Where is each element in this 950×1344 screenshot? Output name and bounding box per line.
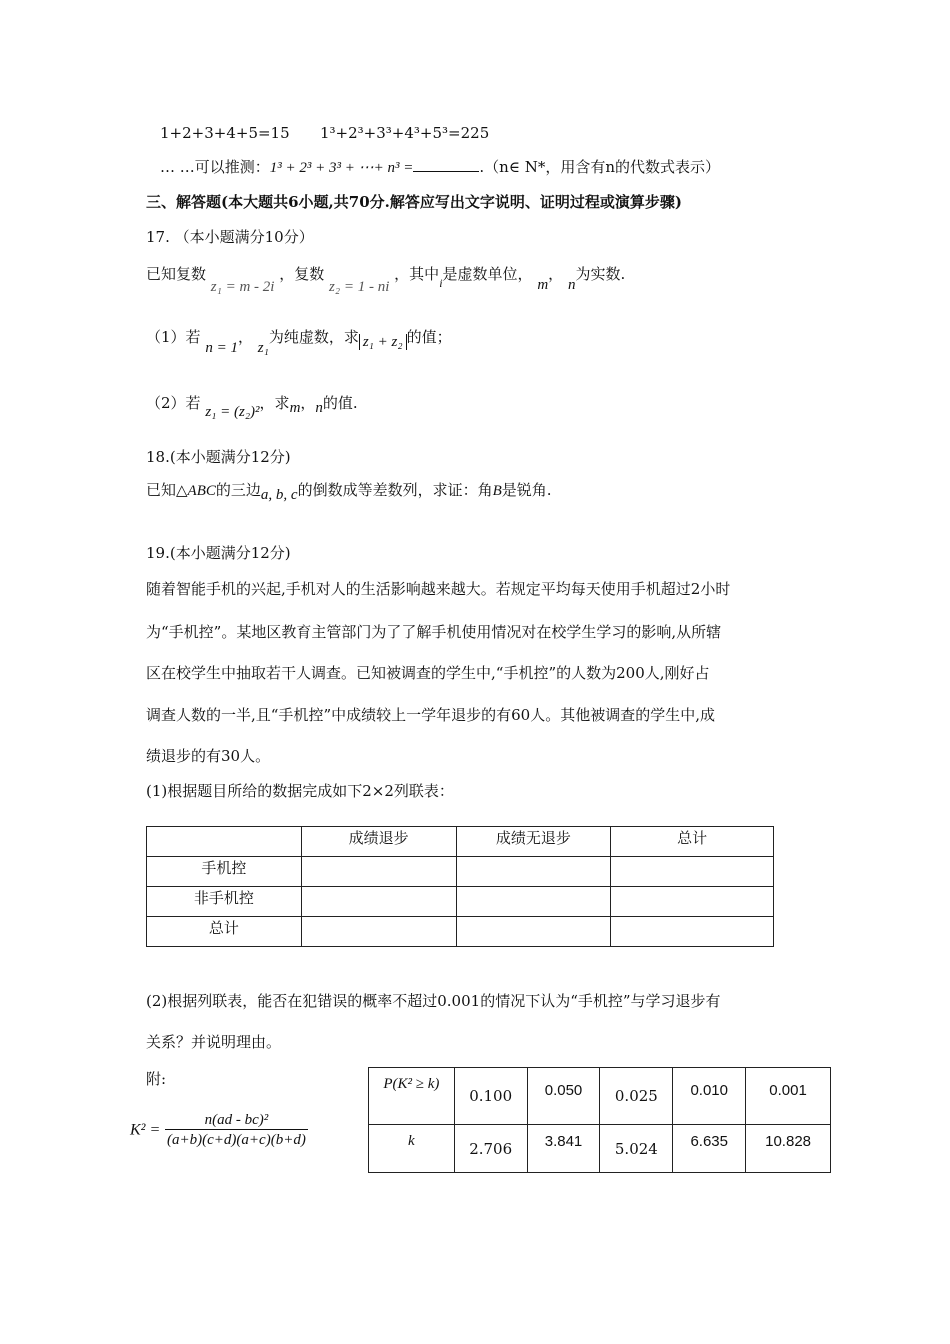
q17-intro-a: 已知复数 <box>146 265 207 283</box>
q17-p2-n: n <box>315 400 323 416</box>
q17-intro <box>146 263 625 293</box>
i-variable: i <box>439 276 443 290</box>
answer-cell[interactable] <box>456 887 611 917</box>
m-variable: m <box>537 277 549 293</box>
q18-title: 18.(本小题满分12分) <box>146 448 291 466</box>
q17-p1-lead: （1）若 <box>146 328 201 346</box>
q18-text-b: 的三边 <box>215 481 261 499</box>
answer-cell[interactable] <box>611 917 774 947</box>
formula-lhs: K² = <box>130 1121 161 1139</box>
answer-blank[interactable] <box>413 159 479 172</box>
p-value-cell: 0.010 <box>673 1068 746 1125</box>
q18-text-c: 的倒数成等差数列，求证：角 <box>297 481 493 499</box>
q17-part2 <box>146 392 358 420</box>
answer-cell[interactable] <box>611 887 774 917</box>
q17-p2-equation: z₁ = (z₂)² <box>205 404 260 420</box>
q17-p1-tail: 的值； <box>406 328 452 346</box>
section3-heading: 三、解答题(本大题共6小题,共70分.解答应写出文字说明、证明过程或演算步骤) <box>146 193 682 211</box>
formula-denominator: (a+b)(c+d)(a+c)(b+d) <box>165 1129 308 1149</box>
p-value-cell: 0.001 <box>746 1068 831 1125</box>
q19-title: 19.(本小题满分12分) <box>146 544 291 562</box>
formula-fraction <box>165 1112 308 1149</box>
formula-numerator: n(ad - bc)² <box>204 1112 269 1128</box>
k-squared-formula <box>130 1112 308 1149</box>
q19-paragraph-line: 调查人数的一半,且“手机控”中成绩较上一学年退步的有60人。其他被调查的学生中,成 <box>146 706 715 724</box>
table-row <box>369 1125 831 1173</box>
k-value-cell: 6.635 <box>673 1125 746 1173</box>
infer-tail: .（n∈ N*，用含有n的代数式表示） <box>479 158 720 176</box>
answer-cell[interactable] <box>301 887 456 917</box>
table-header-cell: 成绩无退步 <box>456 827 611 857</box>
table-row <box>147 917 774 947</box>
q17-p1-mid: 为纯虚数，求 <box>268 328 359 346</box>
table-row <box>369 1068 831 1125</box>
table-header-cell: 成绩退步 <box>301 827 456 857</box>
q18-text <box>146 479 552 503</box>
q17-p1-comma: ， <box>237 328 253 346</box>
answer-cell[interactable] <box>456 857 611 887</box>
q19-paragraph-line: 绩退步的有30人。 <box>146 747 271 765</box>
p-value-cell: 0.100 <box>454 1068 527 1125</box>
sum-line-a: 1+2+3+4+5=15 <box>160 124 290 142</box>
infer-lead: … …可以推测： <box>160 158 270 176</box>
n-variable: n <box>567 277 576 293</box>
q17-p1-z1: z₁ <box>257 340 269 356</box>
infer-line <box>160 156 720 177</box>
q19-paragraph-line: 为“手机控”。某地区教育主管部门为了了解手机使用情况对在校学生学习的影响,从所辖 <box>146 623 722 641</box>
q17-p2-m: m <box>289 400 301 416</box>
q17-p2-mid: ，求 <box>259 394 290 412</box>
p-value-cell: 0.025 <box>600 1068 673 1125</box>
k-row-label: k <box>369 1125 455 1173</box>
triangle-sides: a, b, c <box>260 487 298 503</box>
p-value-cell: 0.050 <box>527 1068 600 1125</box>
answer-cell[interactable] <box>611 857 774 887</box>
q17-comma: ， <box>548 265 564 283</box>
row-label: 总计 <box>147 917 302 947</box>
answer-cell[interactable] <box>456 917 611 947</box>
row-label: 手机控 <box>147 857 302 887</box>
q17-intro-c: ，其中 <box>394 265 440 283</box>
infer-expr: 1³ + 2³ + 3³ + ⋯+ n³ = <box>269 160 414 176</box>
k-value-cell: 2.706 <box>454 1125 527 1173</box>
table-header-cell: 总计 <box>611 827 774 857</box>
row-label: 非手机控 <box>147 887 302 917</box>
table-row <box>147 857 774 887</box>
answer-cell[interactable] <box>301 917 456 947</box>
appendix-label: 附: <box>146 1070 167 1088</box>
k-value-cell: 10.828 <box>746 1125 831 1173</box>
p-row-label: P(K² ≥ k) <box>369 1068 455 1125</box>
q19-paragraph-line: 随着智能手机的兴起,手机对人的生活影响越来越大。若规定平均每天使用手机超过2小时 <box>146 580 731 598</box>
z1-definition: z₁ = m - 2i <box>210 279 275 295</box>
q18-text-d: 是锐角. <box>501 481 552 499</box>
q19-paragraph-line: 区在校学生中抽取若干人调查。已知被调查的学生中,“手机控”的人数为200人,刚好占 <box>146 664 710 682</box>
table-row <box>147 887 774 917</box>
contingency-table <box>146 826 774 947</box>
sum-line-b: 1³+2³+3³+4³+5³=225 <box>320 124 490 142</box>
q19-part2-line-a: (2)根据列联表，能否在犯错误的概率不超过0.001的情况下认为“手机控”与学习退步有 <box>146 992 721 1010</box>
q17-p2-lead: （2）若 <box>146 394 201 412</box>
q19-part2-line-b: 关系？并说明理由。 <box>146 1033 282 1051</box>
k-value-cell: 5.024 <box>600 1125 673 1173</box>
q17-title: 17. （本小题满分10分） <box>146 228 314 246</box>
k-value-cell: 3.841 <box>527 1125 600 1173</box>
q17-part1 <box>146 326 452 356</box>
table-header-cell <box>147 827 302 857</box>
q17-intro-e: 为实数. <box>575 265 626 283</box>
q18-text-a: 已知△ <box>146 481 188 499</box>
q17-intro-d: 是虚数单位， <box>442 265 533 283</box>
table-header-row <box>147 827 774 857</box>
q17-p2-tail: 的值. <box>322 394 358 412</box>
z2-definition: z₂ = 1 - ni <box>329 279 390 295</box>
angle-b: B <box>492 483 502 499</box>
triangle-abc: ABC <box>187 483 216 499</box>
answer-cell[interactable] <box>301 857 456 887</box>
q17-p1-absolute: z₁ + z₂ <box>359 334 407 350</box>
q17-p2-comma: ， <box>300 394 316 412</box>
q19-part1: (1)根据题目所给的数据完成如下2×2列联表： <box>146 782 454 800</box>
critical-value-table <box>368 1067 831 1173</box>
q17-p1-condition: n = 1 <box>205 340 238 356</box>
q17-intro-b: ，复数 <box>279 265 325 283</box>
